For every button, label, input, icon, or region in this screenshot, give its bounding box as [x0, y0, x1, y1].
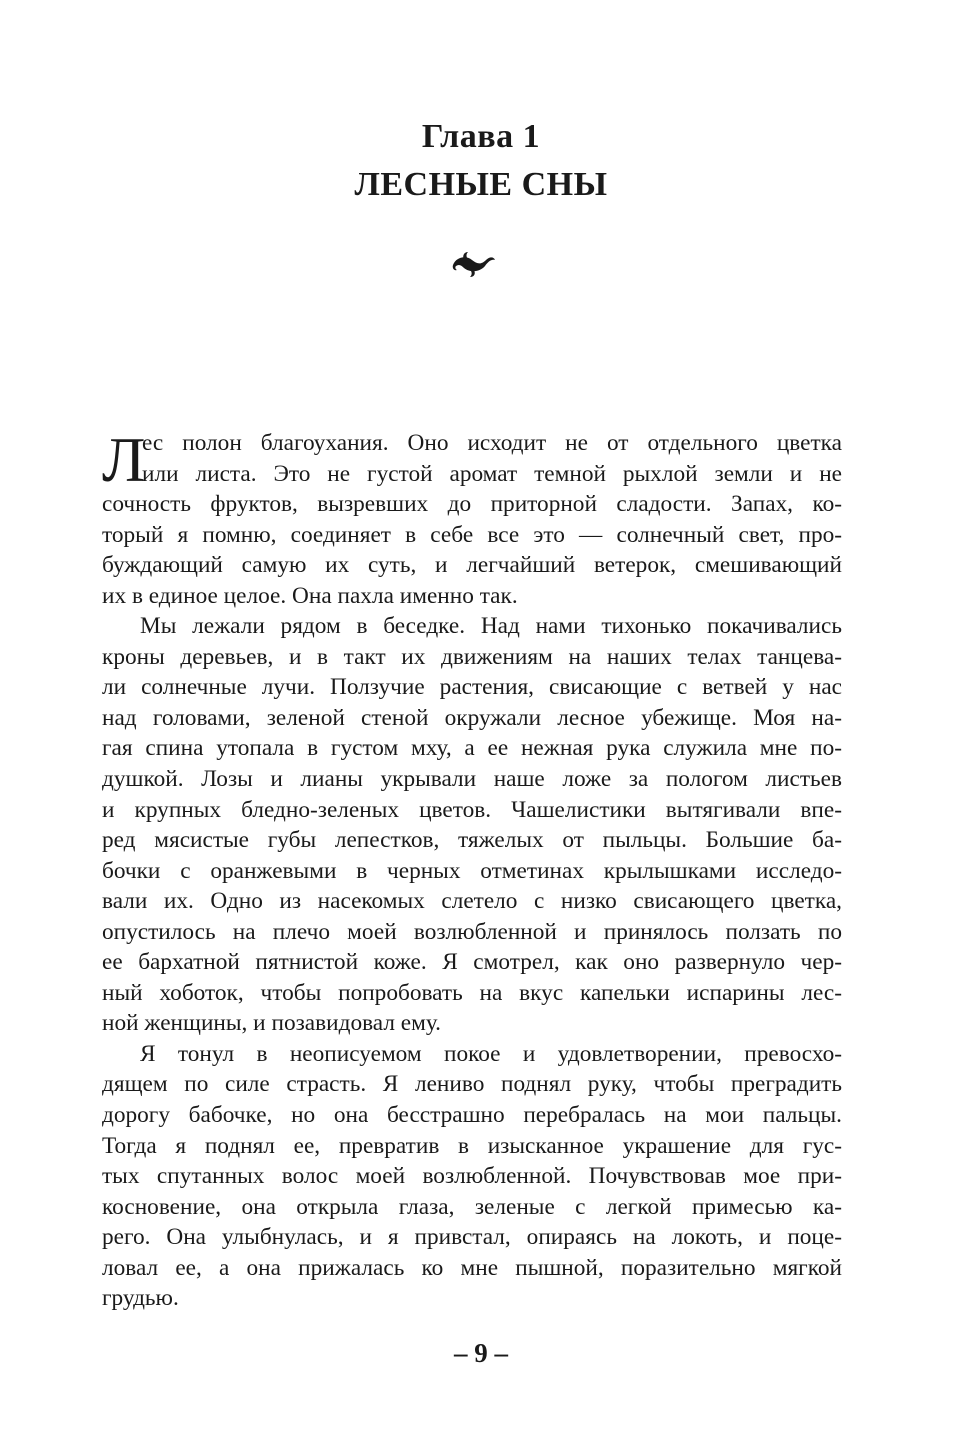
text-line: ее бархатной пятнистой коже. Я смотрел, как оно развернуло чер- [102, 949, 842, 976]
text-line: буждающий самую их суть, и легчайший ветерок, смешивающий [102, 552, 842, 579]
text-line: их в единое целое. Она пахла именно так. [102, 582, 518, 609]
text-line: дящем по силе страсть. Я лениво поднял руку, чтобы преградить [102, 1071, 842, 1098]
text-line: или листа. Это не густой аромат темной рыхлой земли и не [142, 460, 842, 487]
text-line: дорогу бабочке, но она бесстрашно перебралась на мои пальцы. [102, 1102, 842, 1129]
text-line: гая спина утопала в густом мху, а ее нежная рука служила мне по- [102, 735, 842, 762]
text-line: опустилось на плечо моей возлюбленной и принялось ползать по [102, 918, 842, 945]
text-line: вали их. Одно из насекомых слетело с низко свисающего цветка, [102, 888, 842, 915]
chapter-body [102, 424, 842, 1314]
text-line: ес полон благоухания. Оно исходит не от отдельного цветка [142, 430, 842, 456]
text-line: ный хоботок, чтобы попробовать на вкус капельки испарины лес- [102, 979, 842, 1006]
text-line: бочки с оранжевыми в черных отметинах крылышками исследо- [102, 857, 842, 884]
text-line: над головами, зеленой стеной окружали лесное убежище. Моя на- [102, 704, 842, 731]
text-line: душкой. Лозы и лианы укрывали наше ложе за пологом листьев [102, 766, 842, 793]
page-number: – 9 – [454, 1338, 508, 1368]
text-line: Тогда я поднял ее, превратив в изысканное украшение для гус- [102, 1132, 842, 1159]
chapter-title: ЛЕСНЫЕ СНЫ [354, 166, 608, 203]
text-line: сочность фруктов, вызревших до приторной сладости. Запах, ко- [102, 491, 842, 518]
text-line: ред мясистые губы лепестков, тяжелых от пыльцы. Большие ба- [102, 827, 842, 854]
text-line: Мы лежали рядом в беседке. Над нами тихонько покачивались [140, 613, 842, 640]
chapter-label: Глава 1 [421, 118, 541, 155]
text-line: Я тонул в неописуемом покое и удовлетворении, превосхо- [140, 1040, 842, 1067]
text-line: кроны деревьев, и в такт их движениям на наших телах танцева- [102, 643, 842, 670]
text-line: грудью. [102, 1285, 179, 1312]
text-line: ловал ее, а она прижалась ко мне пышной, поразительно мягкой [102, 1254, 842, 1281]
text-line: косновение, она открыла глаза, зеленые с легкой примесью ка- [102, 1193, 842, 1220]
text-line: торый я помню, соединяет в себе все это — солнечный свет, про- [102, 521, 842, 548]
leaf-swirl-ornament-icon [450, 248, 496, 280]
drop-cap: Л [102, 424, 146, 495]
text-line: рего. Она улыбнулась, и я привстал, опираясь на локоть, и поце- [102, 1224, 842, 1251]
text-line: ли солнечные лучи. Ползучие растения, свисающие с ветвей у нас [102, 674, 842, 701]
text-line: тых спутанных волос моей возлюбленной. Почувствовав мое при- [102, 1163, 842, 1190]
text-line: ной женщины, и позавидовал ему. [102, 1010, 442, 1037]
text-line: и крупных бледно-зеленых цветов. Чашелистики вытягивали впе- [102, 796, 842, 823]
